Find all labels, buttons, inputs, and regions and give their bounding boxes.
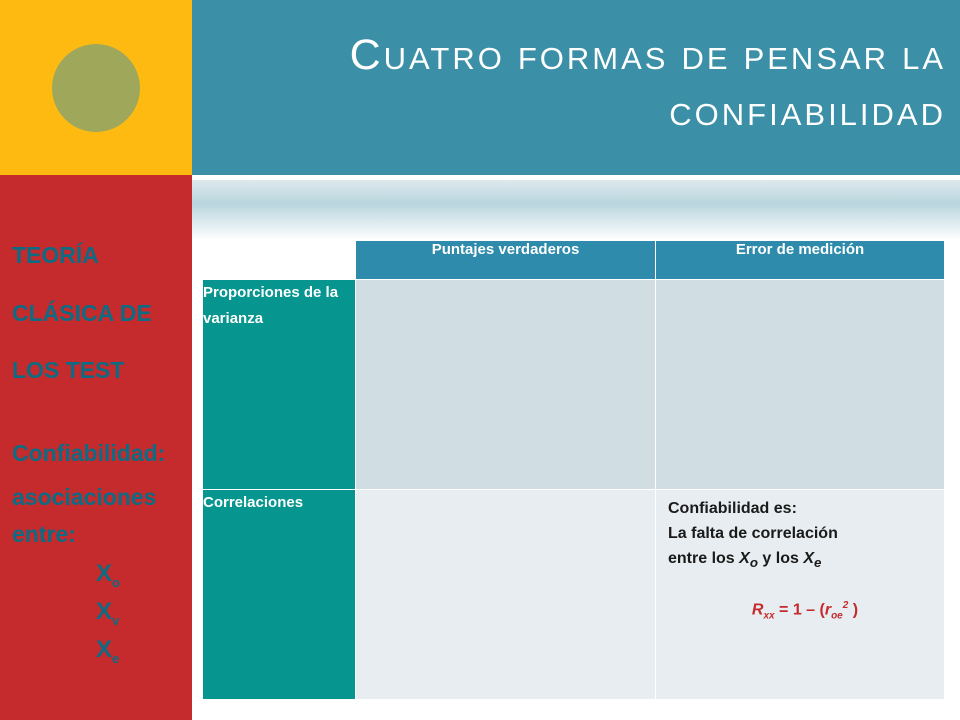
reliability-definition <box>656 490 944 635</box>
title-word-5: LA <box>902 41 946 76</box>
answer-xe-sub: e <box>814 555 822 571</box>
sidebar-line-2: CLÁSICA DE <box>12 300 152 326</box>
sidebar-line-4: Confiabilidad: <box>12 440 166 466</box>
column-header-true-scores: Puntajes verdaderos <box>356 241 656 280</box>
answer-line-2: La falta de correlación <box>668 525 838 542</box>
title-word-2: FORMAS <box>517 41 669 76</box>
title-word-4: PENSAR <box>743 41 890 76</box>
title-word-1-cap: C <box>349 31 384 79</box>
var-xo-base: X <box>96 560 113 587</box>
var-xv-base: X <box>96 598 113 625</box>
var-xe-base: X <box>96 636 113 663</box>
table-row <box>203 280 945 490</box>
table-row <box>203 490 945 700</box>
decorative-circle <box>52 44 140 132</box>
formula-close: ) <box>848 601 859 619</box>
var-xv <box>96 598 119 628</box>
sidebar-line-3: LOS TEST <box>12 357 125 383</box>
answer-line-3-mid: y los <box>757 550 804 567</box>
row-header-correlations: Correlaciones <box>203 490 356 700</box>
title-word-6: CONFIABILIDAD <box>669 97 946 132</box>
answer-line-1: Confiabilidad es: <box>668 500 797 517</box>
var-xe <box>96 636 119 666</box>
table-cell <box>656 280 945 490</box>
formula-r2-sub: oe <box>831 610 843 622</box>
answer-line-3-pre: entre los <box>668 550 740 567</box>
reliability-formula <box>668 593 932 629</box>
title-word-1-rest: UATRO <box>383 41 505 76</box>
var-xo-sub: o <box>112 574 120 590</box>
gradient-band <box>192 180 960 240</box>
answer-xo-sub: o <box>749 555 758 571</box>
column-header-measurement-error: Error de medición <box>656 241 945 280</box>
table-cell <box>356 280 656 490</box>
sidebar-line-5: asociaciones <box>12 484 157 510</box>
var-xv-sub: v <box>112 612 120 628</box>
title-bar <box>192 0 960 175</box>
table-cell-answer <box>656 490 945 700</box>
sidebar-line-6: entre: <box>12 521 76 547</box>
table-cell <box>356 490 656 700</box>
formula-eq: = 1 – ( <box>774 601 825 619</box>
reliability-table <box>202 240 945 700</box>
var-xo <box>96 560 120 590</box>
answer-line-3 <box>668 546 932 575</box>
formula-r2-sup: 2 <box>842 600 849 612</box>
table-header-row <box>203 241 945 280</box>
row-header-variance: Proporciones de la varianza <box>203 280 356 490</box>
var-xe-sub: e <box>112 650 120 666</box>
formula-r: R <box>751 601 764 619</box>
table-corner-cell <box>203 241 356 280</box>
title-word-3: DE <box>681 41 731 76</box>
answer-xe-base: X <box>803 550 814 567</box>
slide-title <box>226 28 946 142</box>
sidebar-line-1: TEORÍA <box>12 242 99 268</box>
answer-xo-base: X <box>739 550 750 567</box>
formula-r-sub: xx <box>763 610 775 622</box>
formula-r2: r <box>824 601 832 619</box>
